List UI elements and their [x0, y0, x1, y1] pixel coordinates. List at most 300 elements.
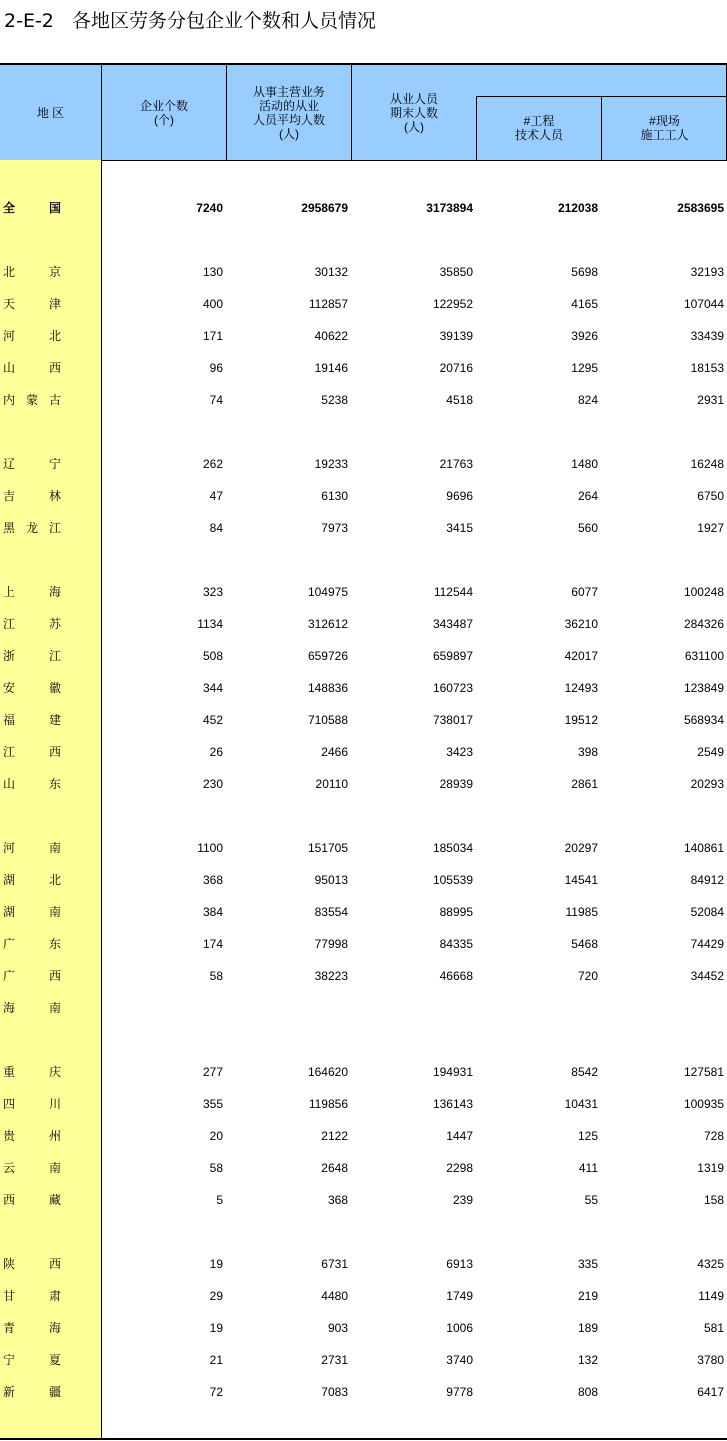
region-char: 川: [48, 1097, 61, 1111]
table-row: [0, 390, 727, 410]
cell-value: 18153: [690, 361, 724, 375]
region-column-border: [101, 160, 102, 1439]
table-row: [0, 582, 727, 602]
cell-value: 189: [577, 1321, 598, 1335]
cell-value: 239: [452, 1193, 473, 1207]
region-char: 南: [48, 1161, 61, 1175]
cell-value: 824: [577, 393, 598, 407]
cell-value: 452: [202, 713, 223, 727]
region-name: [3, 742, 61, 762]
cell-value: 174: [202, 937, 223, 951]
table-row: [0, 1094, 727, 1114]
cell-value: 2583695: [677, 201, 724, 215]
cell-value: 6077: [571, 585, 598, 599]
cell-value: 95013: [314, 873, 348, 887]
cell-value: 38223: [314, 969, 348, 983]
region-char: 青: [3, 1321, 16, 1335]
header-divider: [601, 96, 602, 160]
region-char: 湖: [3, 873, 16, 887]
region-char: 广: [3, 969, 16, 983]
cell-value: 123849: [683, 681, 724, 695]
table-row: [0, 1318, 727, 1338]
cell-value: 19: [209, 1321, 223, 1335]
region-name: [3, 518, 61, 538]
cell-value: 219: [577, 1289, 598, 1303]
region-char: 津: [48, 297, 61, 311]
region-char: 京: [48, 265, 61, 279]
region-char: 古: [48, 393, 61, 407]
cell-value: 2122: [321, 1129, 348, 1143]
cell-value: 5: [216, 1193, 223, 1207]
region-char: 江: [48, 521, 61, 535]
region-name: [3, 198, 61, 218]
table-row: [0, 1350, 727, 1370]
cell-value: 720: [577, 969, 598, 983]
region-name: [3, 1382, 61, 1402]
cell-value: 710588: [307, 713, 348, 727]
cell-value: 1749: [446, 1289, 473, 1303]
region-char: 广: [3, 937, 16, 951]
table-row: [0, 774, 727, 794]
cell-value: 3423: [446, 745, 473, 759]
region-char: 西: [48, 1257, 61, 1271]
cell-value: 264: [577, 489, 598, 503]
cell-value: 132: [577, 1353, 598, 1367]
region-char: 黑: [3, 521, 16, 535]
cell-value: 808: [577, 1385, 598, 1399]
header-region: 地 区: [36, 105, 65, 120]
cell-value: 20297: [564, 841, 598, 855]
cell-value: 40622: [314, 329, 348, 343]
region-name: [3, 966, 61, 986]
table-row: [0, 1062, 727, 1082]
region-name: [3, 838, 61, 858]
cell-value: 58: [209, 1161, 223, 1175]
cell-value: 36210: [564, 617, 598, 631]
region-char: 夏: [48, 1353, 61, 1367]
region-char: 海: [48, 585, 61, 599]
region-char: 宁: [48, 457, 61, 471]
cell-value: 119856: [308, 1097, 348, 1111]
cell-value: 136143: [432, 1097, 473, 1111]
region-char: 贵: [3, 1129, 16, 1143]
cell-value: 1134: [197, 617, 223, 631]
cell-value: 6913: [446, 1257, 473, 1271]
cell-value: 160723: [432, 681, 473, 695]
region-char: 陕: [3, 1257, 16, 1271]
table-row: [0, 262, 727, 282]
header-enterprises: 企业个数 (个): [139, 98, 188, 127]
region-char: 庆: [48, 1065, 61, 1079]
cell-value: 1295: [571, 361, 598, 375]
cell-value: [102, 998, 223, 1018]
region-name: [3, 1126, 61, 1146]
cell-value: 7240: [196, 201, 223, 215]
region-name: [3, 774, 61, 794]
cell-value: 355: [202, 1097, 223, 1111]
table-row: [0, 710, 727, 730]
cell-value: 20: [209, 1129, 223, 1143]
table-row: [0, 1158, 727, 1178]
table-row: [0, 934, 727, 954]
region-char: 北: [48, 329, 61, 343]
table-row: [0, 742, 727, 762]
cell-value: 411: [578, 1161, 598, 1175]
cell-value: 1447: [446, 1129, 473, 1143]
region-char: 内: [3, 393, 16, 407]
region-name: [3, 902, 61, 922]
cell-value: 659726: [307, 649, 348, 663]
region-char: 苏: [48, 617, 61, 631]
cell-value: 20293: [690, 777, 724, 791]
cell-value: 19233: [314, 457, 348, 471]
region-name: [3, 262, 61, 282]
region-char: 东: [48, 777, 61, 791]
region-char: 全: [3, 201, 16, 215]
cell-value: 122952: [432, 297, 473, 311]
cell-value: 194931: [432, 1065, 473, 1079]
cell-value: 9696: [446, 489, 473, 503]
cell-value: 100935: [683, 1097, 724, 1111]
cell-value: 4325: [697, 1257, 724, 1271]
cell-value: [602, 998, 724, 1018]
cell-value: 2731: [321, 1353, 348, 1367]
cell-value: 6417: [697, 1385, 724, 1399]
cell-value: 6750: [697, 489, 724, 503]
cell-value: 21763: [439, 457, 473, 471]
region-char: 州: [48, 1129, 61, 1143]
cell-value: 400: [202, 297, 223, 311]
cell-value: [227, 998, 348, 1018]
cell-value: 6130: [321, 489, 348, 503]
header-divider: [101, 65, 102, 160]
region-char: 西: [48, 969, 61, 983]
region-char: 国: [48, 201, 61, 215]
table-row: [0, 902, 727, 922]
cell-value: 9778: [446, 1385, 473, 1399]
cell-value: 2861: [571, 777, 598, 791]
cell-value: 74429: [690, 937, 724, 951]
cell-value: 35850: [439, 265, 473, 279]
cell-value: 148836: [307, 681, 348, 695]
table-row: [0, 294, 727, 314]
cell-value: 84335: [439, 937, 473, 951]
region-char: 甘: [3, 1289, 16, 1303]
table-row: [0, 1126, 727, 1146]
table-row: [0, 678, 727, 698]
region-char: 重: [3, 1065, 16, 1079]
table-row: [0, 614, 727, 634]
region-char: 湖: [3, 905, 16, 919]
region-char: 新: [3, 1385, 16, 1399]
cell-value: 230: [202, 777, 223, 791]
cell-value: 631100: [684, 649, 724, 663]
region-char: 徽: [48, 681, 61, 695]
cell-value: 1480: [571, 457, 598, 471]
cell-value: 344: [202, 681, 223, 695]
cell-value: 2549: [697, 745, 724, 759]
cell-value: 112857: [308, 297, 348, 311]
region-name: [3, 934, 61, 954]
cell-value: [477, 998, 598, 1018]
region-name: [3, 294, 61, 314]
region-char: 辽: [3, 457, 16, 471]
cell-value: 19146: [314, 361, 348, 375]
cell-value: 74: [209, 393, 223, 407]
table-row: [0, 646, 727, 666]
cell-value: 29: [209, 1289, 223, 1303]
region-char: 建: [48, 713, 61, 727]
cell-value: 398: [577, 745, 598, 759]
cell-value: 368: [327, 1193, 348, 1207]
table-bottom-rule: [0, 1438, 727, 1440]
cell-value: 4165: [571, 297, 598, 311]
cell-value: 4480: [321, 1289, 348, 1303]
cell-value: 158: [703, 1193, 724, 1207]
cell-value: 107044: [683, 297, 724, 311]
table-row: [0, 838, 727, 858]
cell-value: 277: [202, 1065, 223, 1079]
cell-value: 112544: [433, 585, 473, 599]
region-char: 宁: [3, 1353, 16, 1367]
cell-value: 568934: [683, 713, 724, 727]
cell-value: 7083: [321, 1385, 348, 1399]
cell-value: 312612: [307, 617, 348, 631]
region-char: 西: [48, 745, 61, 759]
cell-value: 47: [209, 489, 223, 503]
table-row: [0, 518, 727, 538]
region-name: [3, 1062, 61, 1082]
cell-value: 1149: [698, 1289, 724, 1303]
cell-value: 55: [584, 1193, 598, 1207]
cell-value: 84912: [690, 873, 724, 887]
cell-value: 284326: [683, 617, 724, 631]
cell-value: 1006: [446, 1321, 473, 1335]
region-char: 福: [3, 713, 16, 727]
region-char: 东: [48, 937, 61, 951]
table-header: [0, 65, 727, 160]
cell-value: 8542: [571, 1065, 598, 1079]
cell-value: 28939: [439, 777, 473, 791]
cell-value: [352, 998, 473, 1018]
cell-value: 84: [209, 521, 223, 535]
cell-value: 83554: [314, 905, 348, 919]
region-char: 南: [48, 905, 61, 919]
cell-value: 58: [209, 969, 223, 983]
cell-value: 21: [209, 1353, 223, 1367]
table-row: [0, 998, 727, 1018]
cell-value: 26: [209, 745, 223, 759]
region-char: 吉: [3, 489, 16, 503]
cell-value: 2648: [321, 1161, 348, 1175]
region-char: 疆: [48, 1385, 61, 1399]
cell-value: 5238: [321, 393, 348, 407]
region-name: [3, 1158, 61, 1178]
cell-value: 20110: [315, 777, 348, 791]
region-char: 北: [48, 873, 61, 887]
region-name: [3, 358, 61, 378]
table-row: [0, 326, 727, 346]
region-char: 西: [48, 361, 61, 375]
cell-value: 96: [209, 361, 223, 375]
table-row: [0, 1190, 727, 1210]
cell-value: 185034: [432, 841, 473, 855]
table-row: [0, 198, 727, 218]
cell-value: 5468: [571, 937, 598, 951]
cell-value: 77998: [314, 937, 348, 951]
cell-value: 3740: [446, 1353, 473, 1367]
cell-value: 151705: [307, 841, 348, 855]
cell-value: 19: [209, 1257, 223, 1271]
cell-value: 3173894: [426, 201, 473, 215]
cell-value: 88995: [439, 905, 473, 919]
table-row: [0, 358, 727, 378]
cell-value: 10431: [564, 1097, 598, 1111]
region-name: [3, 1286, 61, 1306]
cell-value: 368: [202, 873, 223, 887]
header-engineers: #工程 技术人员: [514, 114, 563, 142]
cell-value: 2466: [321, 745, 348, 759]
cell-value: 16248: [690, 457, 724, 471]
region-char: 安: [3, 681, 16, 695]
region-char: 江: [48, 649, 61, 663]
cell-value: 560: [577, 521, 598, 535]
region-name: [3, 390, 61, 410]
table-row: [0, 454, 727, 474]
region-name: [3, 1094, 61, 1114]
region-char: 山: [3, 361, 16, 375]
cell-value: 5698: [571, 265, 598, 279]
region-char: 林: [48, 489, 61, 503]
region-char: 海: [48, 1321, 61, 1335]
region-char: 云: [3, 1161, 16, 1175]
cell-value: 6731: [321, 1257, 348, 1271]
region-name: [3, 646, 61, 666]
region-char: 河: [3, 841, 16, 855]
table-row: [0, 1286, 727, 1306]
cell-value: 384: [202, 905, 223, 919]
cell-value: 7973: [321, 521, 348, 535]
cell-value: 1927: [697, 521, 724, 535]
region-name: [3, 614, 61, 634]
region-char: 浙: [3, 649, 16, 663]
cell-value: 2931: [697, 393, 724, 407]
cell-value: 171: [202, 329, 223, 343]
region-char: 南: [48, 1001, 61, 1015]
table-row: [0, 1382, 727, 1402]
cell-value: 1319: [697, 1161, 724, 1175]
region-char: 山: [3, 777, 16, 791]
cell-value: 335: [577, 1257, 598, 1271]
header-bottom-rule: [0, 160, 727, 161]
header-divider: [476, 96, 477, 160]
cell-value: 105539: [432, 873, 473, 887]
header-workers: #现场 施工工人: [640, 114, 689, 142]
cell-value: 125: [577, 1129, 598, 1143]
cell-value: 343487: [432, 617, 473, 631]
cell-value: 33439: [690, 329, 724, 343]
region-name: [3, 1318, 61, 1338]
region-char: 龙: [25, 521, 38, 535]
region-char: 海: [3, 1001, 16, 1015]
region-char: 西: [3, 1193, 16, 1207]
region-char: 江: [3, 745, 16, 759]
header-subdivider: [476, 96, 727, 97]
region-name: [3, 454, 61, 474]
table-row: [0, 486, 727, 506]
region-name: [3, 710, 61, 730]
region-char: 北: [3, 265, 16, 279]
region-char: 蒙: [25, 393, 38, 407]
table-row: [0, 1254, 727, 1274]
cell-value: 32193: [690, 265, 724, 279]
cell-value: 19512: [564, 713, 598, 727]
cell-value: 508: [202, 649, 223, 663]
cell-value: 2298: [446, 1161, 473, 1175]
region-name: [3, 678, 61, 698]
table-row: [0, 966, 727, 986]
cell-value: 34452: [690, 969, 724, 983]
cell-value: 46668: [439, 969, 473, 983]
cell-value: 164620: [307, 1065, 348, 1079]
cell-value: 3926: [571, 329, 598, 343]
cell-value: 903: [327, 1321, 348, 1335]
cell-value: 72: [209, 1385, 223, 1399]
region-name: [3, 1190, 61, 1210]
region-column-shade: [0, 160, 101, 1439]
region-char: 四: [3, 1097, 16, 1111]
cell-value: 212038: [557, 201, 598, 215]
cell-value: 20716: [439, 361, 473, 375]
region-char: 上: [3, 585, 16, 599]
cell-value: 14541: [564, 873, 598, 887]
table-row: [0, 870, 727, 890]
region-char: 南: [48, 841, 61, 855]
cell-value: 42017: [564, 649, 598, 663]
cell-value: 100248: [683, 585, 724, 599]
region-char: 藏: [48, 1193, 61, 1207]
cell-value: 30132: [314, 265, 348, 279]
cell-value: 3415: [446, 521, 473, 535]
cell-value: 323: [202, 585, 223, 599]
region-name: [3, 486, 61, 506]
region-name: [3, 1350, 61, 1370]
header-divider: [226, 65, 227, 160]
cell-value: 3780: [697, 1353, 724, 1367]
header-avg-employees: 从事主营业务 活动的从业 人员平均人数 (人): [252, 84, 325, 141]
cell-value: 12493: [564, 681, 598, 695]
region-char: 江: [3, 617, 16, 631]
cell-value: 104975: [307, 585, 348, 599]
cell-value: 659897: [432, 649, 473, 663]
cell-value: 728: [703, 1129, 724, 1143]
region-name: [3, 870, 61, 890]
cell-value: 738017: [432, 713, 473, 727]
region-name: [3, 1254, 61, 1274]
cell-value: 52084: [690, 905, 724, 919]
page-title: 2-E-2 各地区劳务分包企业个数和人员情况: [4, 10, 377, 32]
header-year-end: 从业人员 期末人数 (人): [389, 91, 438, 134]
cell-value: 2958679: [301, 201, 348, 215]
region-char: 河: [3, 329, 16, 343]
region-name: [3, 998, 61, 1018]
region-char: 肃: [48, 1289, 61, 1303]
region-name: [3, 582, 61, 602]
cell-value: 4518: [446, 393, 473, 407]
cell-value: 581: [703, 1321, 724, 1335]
cell-value: 1100: [197, 841, 223, 855]
cell-value: 11985: [565, 905, 598, 919]
